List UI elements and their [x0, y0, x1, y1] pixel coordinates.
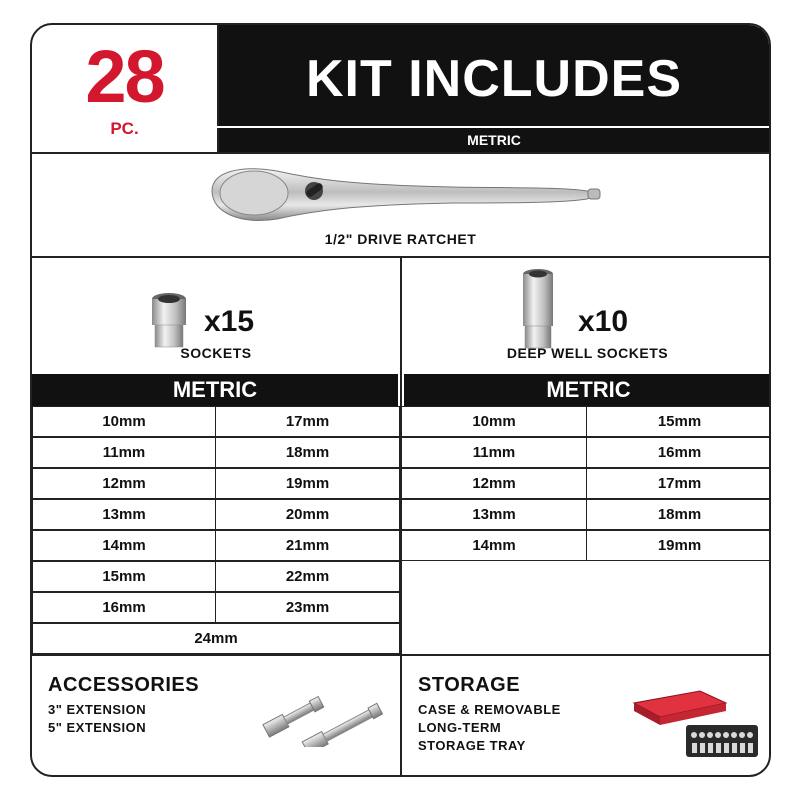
size-cell: 16mm: [586, 437, 771, 468]
size-cell: 15mm: [32, 561, 216, 592]
size-cell: 18mm: [586, 499, 771, 530]
divider: [32, 654, 769, 656]
deep-sockets-header: [402, 261, 771, 371]
accessory-item: 3" EXTENSION: [48, 702, 147, 717]
size-cell: 14mm: [32, 530, 216, 561]
storage-title: STORAGE: [418, 674, 521, 696]
size-cell: 10mm: [401, 406, 587, 437]
title-bar: [217, 25, 769, 126]
size-cell: 18mm: [215, 437, 400, 468]
size-cell: 12mm: [32, 468, 216, 499]
size-cell: 20mm: [215, 499, 400, 530]
ratchet-icon: [202, 161, 602, 227]
accessories-title: ACCESSORIES: [48, 674, 200, 696]
size-cell: 10mm: [32, 406, 216, 437]
size-cell: 11mm: [32, 437, 216, 468]
size-cell: 13mm: [32, 499, 216, 530]
size-cell: 24mm: [32, 623, 400, 654]
piece-count-unit: PC.: [110, 119, 139, 138]
piece-count-box: [32, 25, 217, 152]
deep-sockets-metric-header: METRIC: [404, 374, 771, 406]
size-cell: 21mm: [215, 530, 400, 561]
sockets-quantity: x15: [204, 305, 255, 338]
deep-socket-icon: [520, 267, 556, 351]
sockets-label: SOCKETS: [180, 345, 252, 361]
size-cell: 17mm: [586, 468, 771, 499]
size-cell: 11mm: [401, 437, 587, 468]
size-cell: 17mm: [215, 406, 400, 437]
size-cell: 12mm: [401, 468, 587, 499]
kit-card: [30, 23, 771, 777]
size-cell: 22mm: [215, 561, 400, 592]
deep-sockets-quantity: x10: [578, 305, 629, 338]
ratchet-label: 1/2" DRIVE RATCHET: [324, 231, 477, 247]
sockets-header: [32, 261, 400, 371]
storage-case-icon: [630, 683, 766, 765]
subtitle-bar: METRIC: [217, 128, 769, 152]
size-cell: 16mm: [32, 592, 216, 623]
socket-icon: [149, 291, 189, 351]
size-cell: 19mm: [215, 468, 400, 499]
size-cell: 19mm: [586, 530, 771, 561]
storage-line: LONG-TERM: [418, 720, 502, 735]
size-cell: 14mm: [401, 530, 587, 561]
size-cell: 23mm: [215, 592, 400, 623]
piece-count: 28: [85, 35, 164, 118]
sockets-metric-header: METRIC: [32, 374, 398, 406]
storage-line: CASE & REMOVABLE: [418, 702, 561, 717]
page-title: KIT INCLUDES: [306, 50, 682, 108]
accessory-item: 5" EXTENSION: [48, 720, 147, 735]
storage-line: STORAGE TRAY: [418, 738, 526, 753]
size-cell: 15mm: [586, 406, 771, 437]
size-cell: 13mm: [401, 499, 587, 530]
divider: [32, 152, 769, 154]
extension-icon: [254, 675, 386, 747]
divider: [400, 656, 402, 777]
deep-sockets-label: DEEP WELL SOCKETS: [506, 345, 669, 361]
